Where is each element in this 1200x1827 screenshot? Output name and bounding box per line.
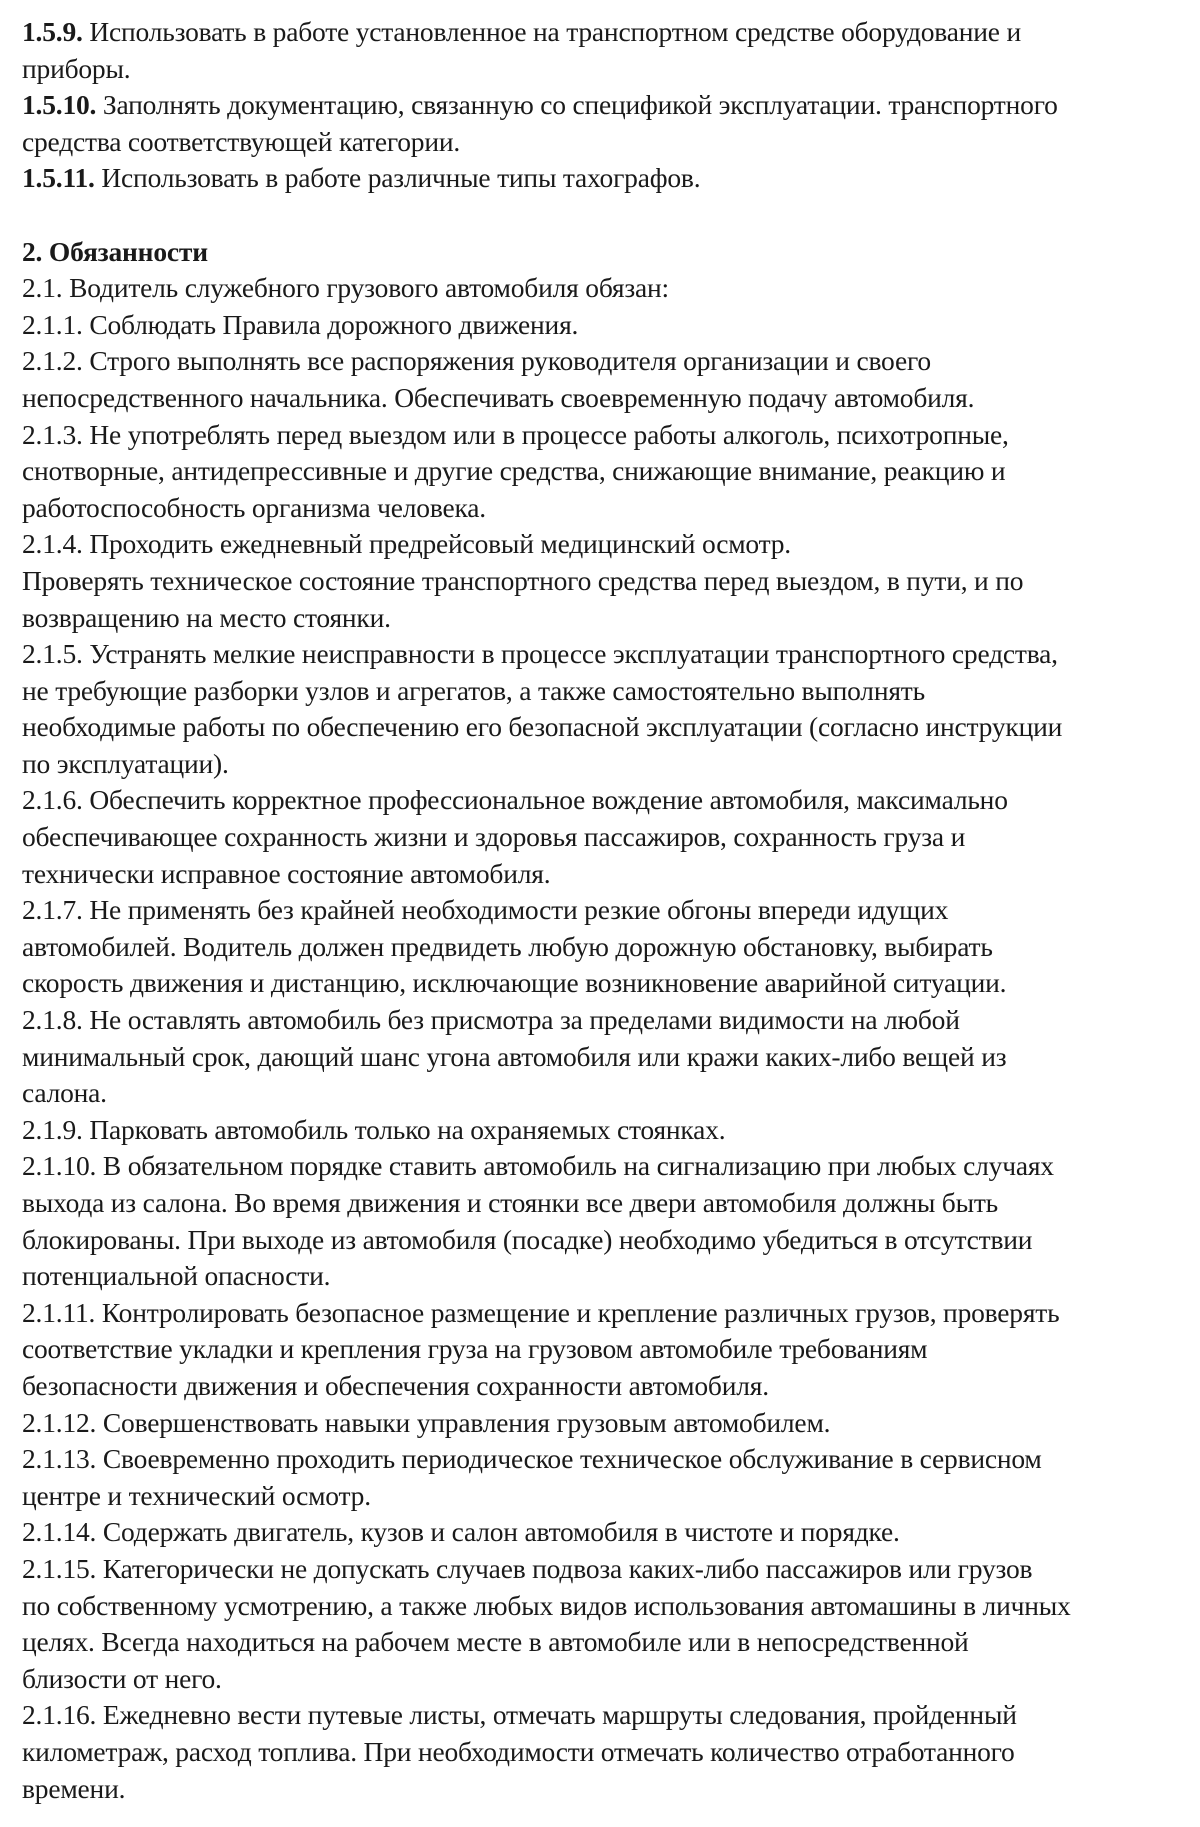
section-heading: 2. Обязанности — [22, 235, 208, 267]
clause-2-1-9: 2.1.9. Парковать автомобиль только на охраняемых стоянках. — [22, 1113, 726, 1145]
clause-2-1-1: 2.1.1. Соблюдать Правила дорожного движения. — [22, 308, 579, 340]
clause-2-1-8: 2.1.8. Не оставлять автомобиль без присмотра за пределами видимости на любой минимальный срок, дающий шанс угона автомобиля или кражи каких-либо вещей из салона. — [22, 1004, 1007, 1109]
clause-number: 1.5.9. — [22, 16, 83, 47]
clause-1-5-10: 1.5.10. Заполнять документацию, связанную со спецификой эксплуатации. транспортного средства соответствующей категории. — [22, 89, 1058, 157]
clause-2-1-14: 2.1.14. Содержать двигатель, кузов и салон автомобиля в чистоте и порядке. — [22, 1516, 900, 1548]
clause-1-5-11: 1.5.11. Использовать в работе различные типы тахографов. — [22, 162, 701, 194]
clause-2-1-3: 2.1.3. Не употреблять перед выездом или в процессе работы алкоголь, психотропные, снотворные, антидепрессивные и другие средства, снижающие внимание, реакцию и работоспособность организма человека. — [22, 418, 1009, 523]
clause-number: 1.5.10. — [22, 89, 97, 121]
clause-2-1-5: 2.1.5. Устранять мелкие неисправности в процессе эксплуатации транспортного средства, не требующие разборки узлов и агрегатов, а также самостоятельно выполнять необходимые работы по обеспечению его безопасной эксплуатации (согласно инструкции по эксплуатации). — [22, 638, 1063, 779]
clause-2-1-6: 2.1.6. Обеспечить корректное профессиональное вождение автомобиля, максимально обеспечивающее сохранность жизни и здоровья пассажиров, сохранность груза и технически исправное состояние автомобиля. — [22, 784, 1008, 889]
spacer — [22, 197, 1200, 234]
clause-2-1-16: 2.1.16. Ежедневно вести путевые листы, отмечать маршруты следования, пройденный километраж, расход топлива. При необходимости отмечать количество отработанного времени. — [22, 1699, 1017, 1804]
clause-2-1-10: 2.1.10. В обязательном порядке ставить автомобиль на сигнализацию при любых случаях выхода из салона. Во время движения и стоянки все двери автомобиля должны быть блокированы. При выходе из автомобиля (посадке) необходимо убедиться в отсутствии потенциальной опасности. — [22, 1150, 1054, 1292]
clause-1-5-9: 1.5.9. Использовать в работе установленное на транспортном средстве оборудование и приборы. — [22, 16, 1021, 84]
section-intro: 2.1. Водитель служебного грузового автомобиля обязан: — [22, 272, 669, 304]
clause-number: 1.5.11. — [22, 162, 95, 194]
clause-2-1-4: 2.1.4. Проходить ежедневный предрейсовый медицинский осмотр. Проверять техническое состояние транспортного средства перед выездом, в пути, и по возвращению на место стоянки. — [22, 528, 1024, 633]
clause-2-1-12: 2.1.12. Совершенствовать навыки управления грузовым автомобилем. — [22, 1406, 831, 1438]
clause-2-1-15: 2.1.15. Категорически не допускать случаев подвоза каких-либо пассажиров или грузов по собственному усмотрению, а также любых видов использования автомашины в личных целях. Всегда находиться на рабочем месте в автомобиле или в непосредственной близости от него. — [22, 1552, 1071, 1694]
clause-2-1-13: 2.1.13. Своевременно проходить периодическое техническое обслуживание в сервисном центре и технический осмотр. — [22, 1443, 1042, 1511]
clause-2-1-2: 2.1.2. Строго выполнять все распоряжения руководителя организации и своего непосредственного начальника. Обеспечивать своевременную подачу автомобиля. — [22, 345, 975, 413]
clause-2-1-7: 2.1.7. Не применять без крайней необходимости резкие обгоны впереди идущих автомобилей. Водитель должен предвидеть любую дорожную обстановку, выбирать скорость движения и дистанцию, исключающие возникновение аварийной ситуации. — [22, 894, 1007, 999]
clause-2-1-11: 2.1.11. Контролировать безопасное размещение и крепление различных грузов, проверять соответствие укладки и крепления груза на грузовом автомобиле требованиям безопасности движения и обеспечения сохранности автомобиля. — [22, 1296, 1060, 1401]
